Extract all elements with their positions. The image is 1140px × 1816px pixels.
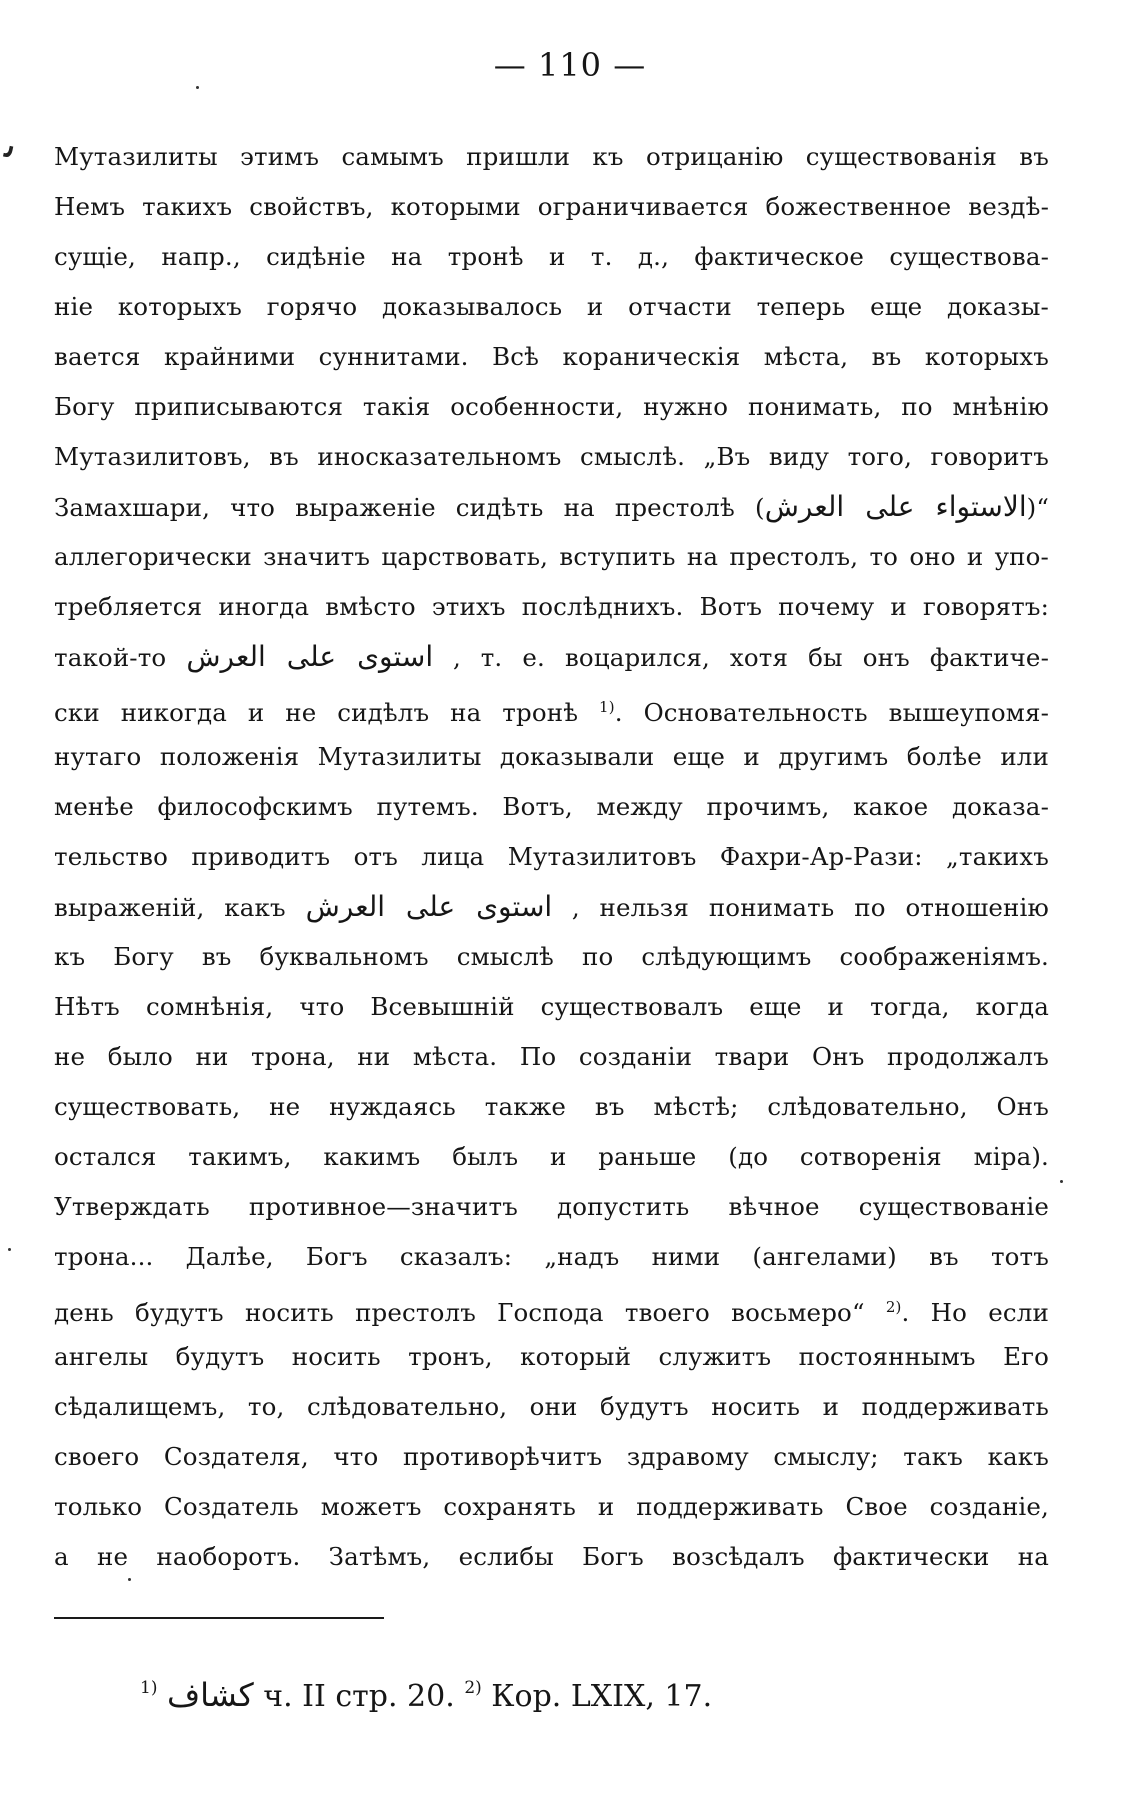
arabic-phrase: الاستواء على العرش	[764, 490, 1027, 523]
main-text	[54, 132, 1049, 1582]
text-line: трона... Далѣе, Богъ сказалъ: „надъ ними (ангелами) въ тотъ	[54, 1242, 1049, 1271]
text-line: Мутазилитовъ, въ иносказательномъ смыслѣ. „Въ виду того, говоритъ	[54, 442, 1049, 471]
text-line: тельство приводитъ отъ лица Мутазилитовъ Фахри-Ар-Рази: „такихъ	[54, 842, 1049, 871]
arabic-phrase: استوى على العرش	[186, 640, 434, 673]
text-line: нутаго положенія Мутазилиты доказывали еще и другимъ болѣе или	[54, 742, 1049, 771]
footnote-ref: 1)	[599, 698, 615, 716]
text-line: аллегорически значитъ царствовать, вступить на престолъ, то оно и упо-	[54, 542, 1049, 571]
text-line: ангелы будутъ носить тронъ, который служитъ постояннымъ Его	[54, 1342, 1049, 1371]
text-line: остался такимъ, какимъ былъ и раньше (до сотворенія міра).	[54, 1142, 1049, 1171]
margin-handwritten-mark: ﯨ	[1, 121, 22, 169]
text-line: Утверждать противное—значитъ допустить вѣчное существованіе	[54, 1192, 1049, 1221]
text-line: своего Создателя, что противорѣчитъ здравому смыслу; такъ какъ	[54, 1442, 1049, 1471]
footnote-arabic: كشاف	[167, 1676, 254, 1714]
text-line: ски никогда и не сидѣлъ на тронѣ $^{1)}$. Основательность вышеупомя-	[54, 698, 1049, 727]
text-line: не было ни трона, ни мѣста. По созданіи твари Онъ продолжалъ	[54, 1042, 1049, 1071]
text-line: существовать, не нуждаясь также въ мѣстѣ; слѣдовательно, Онъ	[54, 1092, 1049, 1121]
text-line: только Создатель можетъ сохранять и поддерживать Свое созданіе,	[54, 1492, 1049, 1521]
footnotes	[140, 1666, 940, 1719]
text-line: сѣдалищемъ, то, слѣдовательно, они будутъ носить и поддерживать	[54, 1392, 1049, 1421]
text-line: Замахшари, что выраженіе сидѣть на престолѣ (الاستواء على العرش)“	[54, 490, 1049, 523]
text-line: ніе которыхъ горячо доказывалось и отчасти теперь еще доказы-	[54, 292, 1049, 321]
text-line: такой-то استوى على العرش , т. е. воцарился, хотя бы онъ фактиче-	[54, 640, 1049, 673]
text-line: выраженій, какъ استوى على العرش , нельзя понимать по отношенію	[54, 890, 1049, 923]
text-line: Нѣтъ сомнѣнія, что Всевышній существовалъ еще и тогда, когда	[54, 992, 1049, 1021]
arabic-phrase: استوى على العرش	[305, 890, 553, 923]
footnote-text: ч. II стр. 20.	[253, 1679, 465, 1714]
scan-speck	[1060, 1180, 1063, 1183]
text-line: къ Богу въ буквальномъ смыслѣ по слѣдующимъ соображеніямъ.	[54, 942, 1049, 971]
text-line: сущіе, напр., сидѣніе на тронѣ и т. д., фактическое существова-	[54, 242, 1049, 271]
text-line: Богу приписываются такія особенности, нужно понимать, по мнѣнію	[54, 392, 1049, 421]
footnote-rule	[54, 1617, 384, 1619]
text-line: менѣе философскимъ путемъ. Вотъ, между прочимъ, какое доказа-	[54, 792, 1049, 821]
text-line: Мутазилиты этимъ самымъ пришли къ отрицанію существованія въ	[54, 142, 1049, 171]
text-line: а не наоборотъ. Затѣмъ, еслибы Богъ возсѣдалъ фактически на	[54, 1542, 1049, 1571]
text-line: Немъ такихъ свойствъ, которыми ограничивается божественное вездѣ-	[54, 192, 1049, 221]
scan-speck	[128, 1578, 131, 1581]
footnote-ref: 2)	[885, 1298, 902, 1316]
page-number: — 110 —	[493, 46, 647, 84]
text-line: день будутъ носить престолъ Господа твоего восьмеро“ $^{2)}$. Но если	[54, 1298, 1049, 1327]
footnote-text: Кор. LXIX, 17.	[481, 1679, 713, 1714]
scan-speck	[8, 1248, 11, 1251]
text-line: требляется иногда вмѣсто этихъ послѣднихъ. Вотъ почему и говорятъ:	[54, 592, 1049, 621]
footnote-marker: 2)	[464, 1678, 482, 1698]
text-line: вается крайними суннитами. Всѣ кораническія мѣста, въ которыхъ	[54, 342, 1049, 371]
footnote-marker: 1)	[140, 1678, 158, 1698]
scan-speck	[196, 86, 199, 89]
